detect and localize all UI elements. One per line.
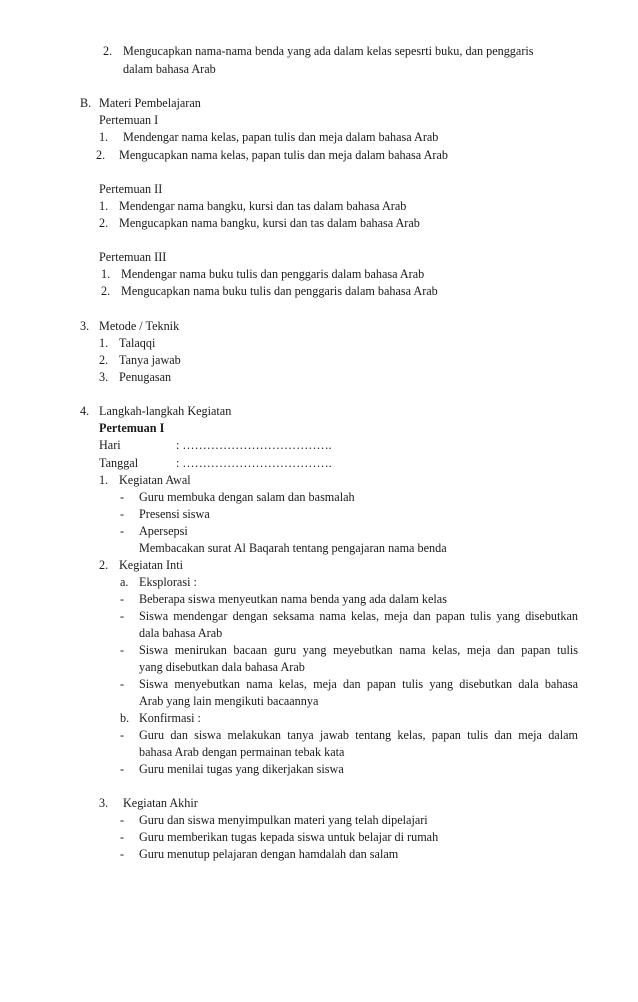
list-item-text: Mendengar nama kelas, papan tulis dan meja dalam bahasa Arab [123, 130, 439, 144]
bullet-dash: - [120, 524, 125, 538]
section-title: Metode / Teknik [99, 319, 180, 333]
bullet-text: Beberapa siswa menyeutkan nama benda yang ada dalam kelas [139, 592, 447, 606]
meeting-title: Pertemuan III [99, 250, 167, 264]
bullet-dash: - [120, 643, 125, 657]
hari-field: : ………………………………. [176, 438, 332, 452]
meeting-title: Pertemuan I [99, 113, 159, 127]
list-marker: 1. [99, 130, 109, 144]
list-marker: 1. [99, 199, 109, 213]
bullet-text: Guru menilai tugas yang dikerjakan siswa [139, 762, 344, 776]
bullet-dash: - [120, 830, 125, 844]
subsection-title: Kegiatan Akhir [123, 796, 198, 810]
list-marker: 2. [99, 353, 109, 367]
section-marker: 3. [80, 319, 90, 333]
section-marker: B. [80, 96, 92, 110]
bullet-dash: - [120, 507, 125, 521]
bullet-text: Guru memberikan tugas kepada siswa untuk belajar di rumah [139, 830, 439, 844]
bullet-dash: - [120, 762, 125, 776]
list-marker: 1. [99, 336, 109, 350]
hari-label: Hari [99, 438, 121, 452]
bullet-dash: - [120, 847, 125, 861]
list-item-text: Talaqqi [119, 336, 156, 350]
bullet-text: Apersepsi [139, 524, 188, 538]
bullet-dash: - [120, 592, 125, 606]
tanggal-field: : ………………………………. [176, 456, 332, 470]
subsection-title: Eksplorasi : [139, 575, 197, 589]
bullet-dash: - [120, 677, 125, 691]
list-item-text: Mengucapkan nama bangku, kursi dan tas dalam bahasa Arab [119, 216, 420, 230]
subsection-title: Kegiatan Inti [119, 558, 183, 572]
tanggal-label: Tanggal [99, 456, 139, 470]
list-marker: 2. [99, 558, 109, 572]
list-item-text: Mendengar nama buku tulis dan penggaris dalam bahasa Arab [121, 267, 425, 281]
meeting-title: Pertemuan I [99, 421, 165, 435]
bullet-text: yang disebutkan dala bahasa Arab [139, 660, 305, 674]
list-item-text: Mengucapkan nama-nama benda yang ada dalam kelas sepesrti buku, dan penggaris [123, 44, 534, 58]
list-marker: 2. [101, 284, 111, 298]
section-title: Langkah-langkah Kegiatan [99, 404, 232, 418]
list-item-text: Mendengar nama bangku, kursi dan tas dalam bahasa Arab [119, 199, 407, 213]
list-marker: b. [120, 711, 130, 725]
subsection-title: Konfirmasi : [139, 711, 201, 725]
bullet-dash: - [120, 490, 125, 504]
bullet-dash: - [120, 728, 125, 742]
bullet-text: Siswa menyebutkan nama kelas, meja dan papan tulis yang disebutkan dala bahasa [139, 677, 578, 691]
bullet-text: Guru menutup pelajaran dengan hamdalah dan salam [139, 847, 399, 861]
meeting-title: Pertemuan II [99, 182, 163, 196]
list-marker: 2. [103, 44, 113, 58]
bullet-text: Guru dan siswa melakukan tanya jawab tentang kelas, papan tulis dan meja dalam [139, 728, 578, 742]
section-title: Materi Pembelajaran [99, 96, 201, 110]
list-marker: 1. [99, 473, 109, 487]
list-item-text: Tanya jawab [119, 353, 181, 367]
section-marker: 4. [80, 404, 90, 418]
bullet-text: bahasa Arab dengan permainan tebak kata [139, 745, 345, 759]
bullet-dash: - [120, 813, 125, 827]
list-marker: 2. [96, 148, 106, 162]
bullet-text: Guru membuka dengan salam dan basmalah [139, 490, 355, 504]
bullet-text: Guru dan siswa menyimpulkan materi yang telah dipelajari [139, 813, 428, 827]
list-item-text: Mengucapkan nama kelas, papan tulis dan meja dalam bahasa Arab [119, 148, 448, 162]
bullet-text: Membacakan surat Al Baqarah tentang pengajaran nama benda [139, 541, 447, 555]
list-marker: 3. [99, 370, 109, 384]
bullet-text: Arab yang lain mengikuti bacaannya [139, 694, 319, 708]
bullet-text: Presensi siswa [139, 507, 210, 521]
list-item-text: Penugasan [119, 370, 172, 384]
list-marker: 2. [99, 216, 109, 230]
list-item-text: Mengucapkan nama buku tulis dan penggaris dalam bahasa Arab [121, 284, 438, 298]
bullet-text: dala bahasa Arab [139, 626, 223, 640]
subsection-title: Kegiatan Awal [119, 473, 191, 487]
list-item-text: dalam bahasa Arab [123, 62, 216, 76]
list-marker: a. [120, 575, 129, 589]
list-marker: 1. [101, 267, 111, 281]
bullet-text: Siswa mendengar dengan seksama nama kelas, meja dan papan tulis yang disebutkan [139, 609, 578, 623]
list-marker: 3. [99, 796, 109, 810]
bullet-text: Siswa menirukan bacaan guru yang meyebutkan nama kelas, meja dan papan tulis [139, 643, 578, 657]
bullet-dash: - [120, 609, 125, 623]
